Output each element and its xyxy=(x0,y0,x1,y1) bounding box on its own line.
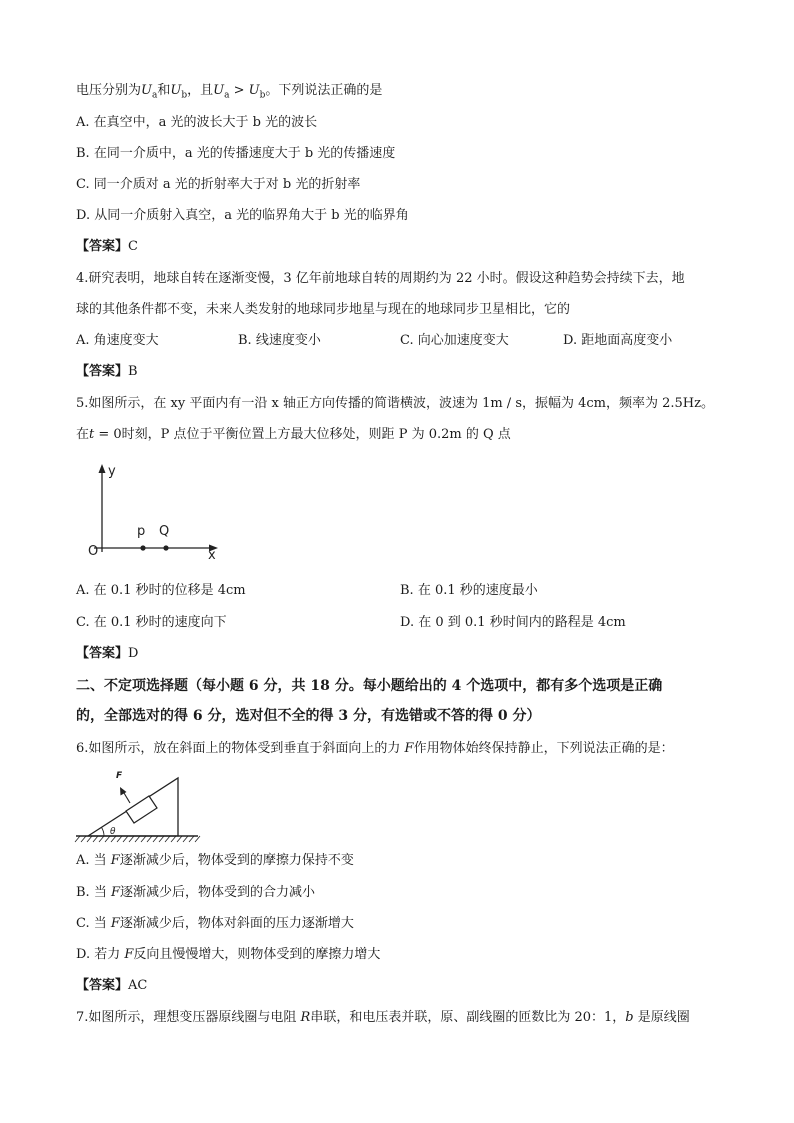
q5-stem-line2: 在t = 0时刻，P 点位于平衡位置上方最大位移处，则距 P 为 0.2m 的 Q 点 xyxy=(76,427,511,442)
answer-value: C xyxy=(128,239,138,254)
y-axis-label: y xyxy=(108,464,116,479)
wave-axes-figure xyxy=(84,460,234,560)
q5-option-b: B. 在 0.1 秒的速度最小 xyxy=(400,583,538,598)
point-p-label: p xyxy=(137,524,146,539)
q4-answer xyxy=(76,363,138,381)
q6-option-d: D. 若力 F反向且慢慢增大，则物体受到的摩擦力增大 xyxy=(76,947,381,962)
q3-answer xyxy=(76,238,138,256)
q5-option-d: D. 在 0 到 0.1 秒时间内的路程是 4cm xyxy=(400,615,626,630)
answer-label: 【答案】 xyxy=(76,646,129,661)
q7-stem: 7.如图所示，理想变压器原线圈与电阻 R串联，和电压表并联，原、副线圈的匝数比为 20：1，b 是原线圈 xyxy=(76,1010,690,1025)
answer-label: 【答案】 xyxy=(76,239,129,254)
answer-value: B xyxy=(128,364,138,379)
q3-option-d: D. 从同一介质射入真空，a 光的临界角大于 b 光的临界角 xyxy=(76,208,409,223)
answer-value: AC xyxy=(128,978,148,993)
section-heading-line2: 的，全部选对的得 6 分，选对但不全的得 3 分，有选错或不答的得 0 分） xyxy=(76,708,541,724)
q3-option-b: B. 在同一介质中，a 光的传播速度大于 b 光的传播速度 xyxy=(76,146,396,161)
q4-option-d: D. 距地面高度变小 xyxy=(563,333,673,348)
point-p xyxy=(140,545,145,550)
q6-option-a: A. 当 F逐渐减少后，物体受到的摩擦力保持不变 xyxy=(76,853,354,868)
answer-label: 【答案】 xyxy=(76,978,129,993)
answer-value: D xyxy=(128,646,139,661)
angle-label: θ xyxy=(110,827,116,837)
q5-answer xyxy=(76,645,138,663)
q6-answer xyxy=(76,977,147,995)
origin-label: O xyxy=(88,544,99,559)
q6-option-c: C. 当 F逐渐减少后，物体对斜面的压力逐渐增大 xyxy=(76,916,354,931)
q3-stem: 电压分别为$U_a$和$U_b$，且$U_a > U_b$。下列说法正确的是 xyxy=(76,83,383,101)
force-label: F xyxy=(116,771,123,781)
section-heading-line1: 二、不定项选择题（每小题 6 分，共 18 分。每小题给出的 4 个选项中，都有多个选项是正确 xyxy=(76,678,663,694)
q3-option-a: A. 在真空中，a 光的波长大于 b 光的波长 xyxy=(76,115,318,130)
q5-option-a: A. 在 0.1 秒时的位移是 4cm xyxy=(76,583,246,598)
q4-option-c: C. 向心加速度变大 xyxy=(400,333,509,348)
q6-option-b: B. 当 F逐渐减少后，物体受到的合力减小 xyxy=(76,885,315,900)
q4-option-b: B. 线速度变小 xyxy=(238,333,321,348)
q4-option-a: A. 角速度变大 xyxy=(76,333,159,348)
q3-option-c: C. 同一介质对 a 光的折射率大于对 b 光的折射率 xyxy=(76,177,361,192)
q4-stem-line1: 4.研究表明，地球自转在逐渐变慢，3 亿年前地球自转的周期约为 22 小时。假设这种趋势会持续下去，地 xyxy=(76,271,685,286)
x-axis-label: x xyxy=(208,548,216,560)
point-q xyxy=(163,545,168,550)
q6-stem: 6.如图所示，放在斜面上的物体受到垂直于斜面向上的力 F作用物体始终保持静止，下列说法正确的是： xyxy=(76,741,674,756)
answer-label: 【答案】 xyxy=(76,364,129,379)
q5-option-c: C. 在 0.1 秒时的速度向下 xyxy=(76,615,227,630)
point-q-label: Q xyxy=(159,524,170,539)
q5-stem-line1: 5.如图所示，在 xy 平面内有一沿 x 轴正方向传播的简谐横波，波速为 1m / s，振幅为 4cm，频率为 2.5Hz。 xyxy=(76,396,714,411)
q4-stem-line2: 球的其他条件都不变，未来人类发射的地球同步地星与现在的地球同步卫星相比，它的 xyxy=(76,302,571,317)
incline-figure xyxy=(74,764,202,844)
